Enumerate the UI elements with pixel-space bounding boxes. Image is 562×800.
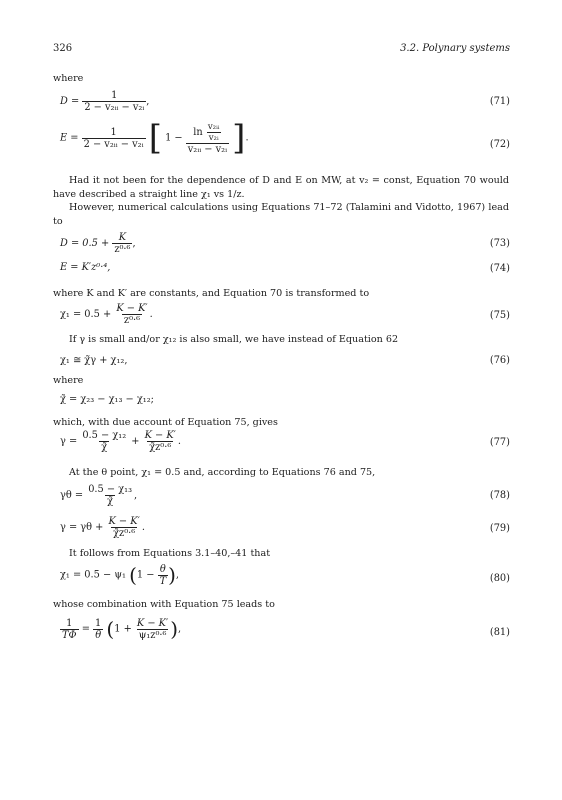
equation-72: E = $\frac{1}{\text{2 − v₂ᵢᵢ − v₂ᵢ}}$ [ 1 − ln $\frac{\text{v₂ᵢᵢ}}{\text{v₂ᵢ}}$ v₂ᵢᵢ − v₂ᵢ ]. (60, 118, 249, 158)
equation-number: (75) (489, 310, 510, 321)
equation-number: (81) (489, 627, 510, 638)
equation-number: (72) (489, 139, 510, 150)
paragraph: where K and K′ are constants, and Equation 70 is transformed to (53, 288, 370, 299)
running-header: 3.2. Polynary systems (400, 43, 510, 54)
page-number: 326 (53, 43, 73, 54)
equation-71: D = $\frac{1}{\text{2 − v₂ᵢᵢ − v₂ᵢ}}$ , (60, 90, 150, 113)
equation-73: D = 0.5 + $\frac{K}{\text{z⁰·⁶}}$ , (60, 232, 136, 255)
equation-80: χ₁ = 0.5 − ψ₁ (1 − $\frac{\theta}{T}$ ), (60, 563, 180, 587)
paragraph: At the θ point, χ₁ = 0.5 and, according to Equations 76 and 75, (69, 467, 376, 478)
paragraph: However, numerical calculations using Equations 71–72 (Talamini and Vidotto, 1967) lead to (53, 202, 509, 227)
equation-81: $\frac{1}{T\Phi}$ = $\frac{1}{\theta}$ (1 + $\frac{K - K'}{\text{ψ₁z⁰·⁶}}$ ), (62, 617, 182, 641)
equation-number: (77) (489, 437, 510, 448)
equation-number: (73) (489, 238, 510, 249)
equation-number: (76) (489, 355, 510, 366)
equation-76: χ₁ ≅ χ̃γ + χ₁₂, (60, 355, 128, 366)
paragraph: If γ is small and/or χ₁₂ is also small, we have instead of Equation 62 (69, 334, 399, 345)
fraction: $\frac{1}{\text{2 − v₂ᵢᵢ − v₂ᵢ}}$ (84, 90, 145, 113)
equation-number: (71) (489, 96, 510, 107)
equation-number: (78) (489, 490, 510, 501)
equation-74: E = K′z⁰·⁴, (60, 262, 111, 273)
equation-number: (79) (489, 523, 510, 534)
paragraph: which, with due account of Equation 75, gives (53, 417, 278, 428)
equation-number: (74) (489, 263, 510, 274)
equation-chi-tilde: χ̃ = χ₂₃ − χ₁₃ − χ₁₂; (60, 394, 154, 405)
paragraph: whose combination with Equation 75 leads to (53, 599, 275, 610)
equation-78: γθ = $\frac{\text{0.5 − χ₁₃}}{\chĩ}$ , (60, 484, 138, 507)
equation-79: γ = γθ + $\frac{K - K'}{\text{χ̃z⁰·⁶}}$ . (60, 516, 145, 539)
text-where: where (53, 73, 84, 84)
paragraph: It follows from Equations 3.1–40,–41 that (69, 548, 271, 559)
equation-number: (80) (489, 573, 510, 584)
equation-75: χ₁ = 0.5 + $\frac{K - K'}{\text{z⁰·⁶}}$ . (60, 303, 153, 326)
equation-77: γ = $\frac{\text{0.5 − χ₁₂}}{\chĩ}$ + $\frac{K - K'}{\text{χ̃z⁰·⁶}}$ . (60, 430, 182, 453)
text-where: where (53, 375, 84, 386)
paragraph: Had it not been for the dependence of D and E on MW, at v₂ = const, Equation 70 would have described a straight line χ₁ vs 1/z. (53, 175, 509, 200)
